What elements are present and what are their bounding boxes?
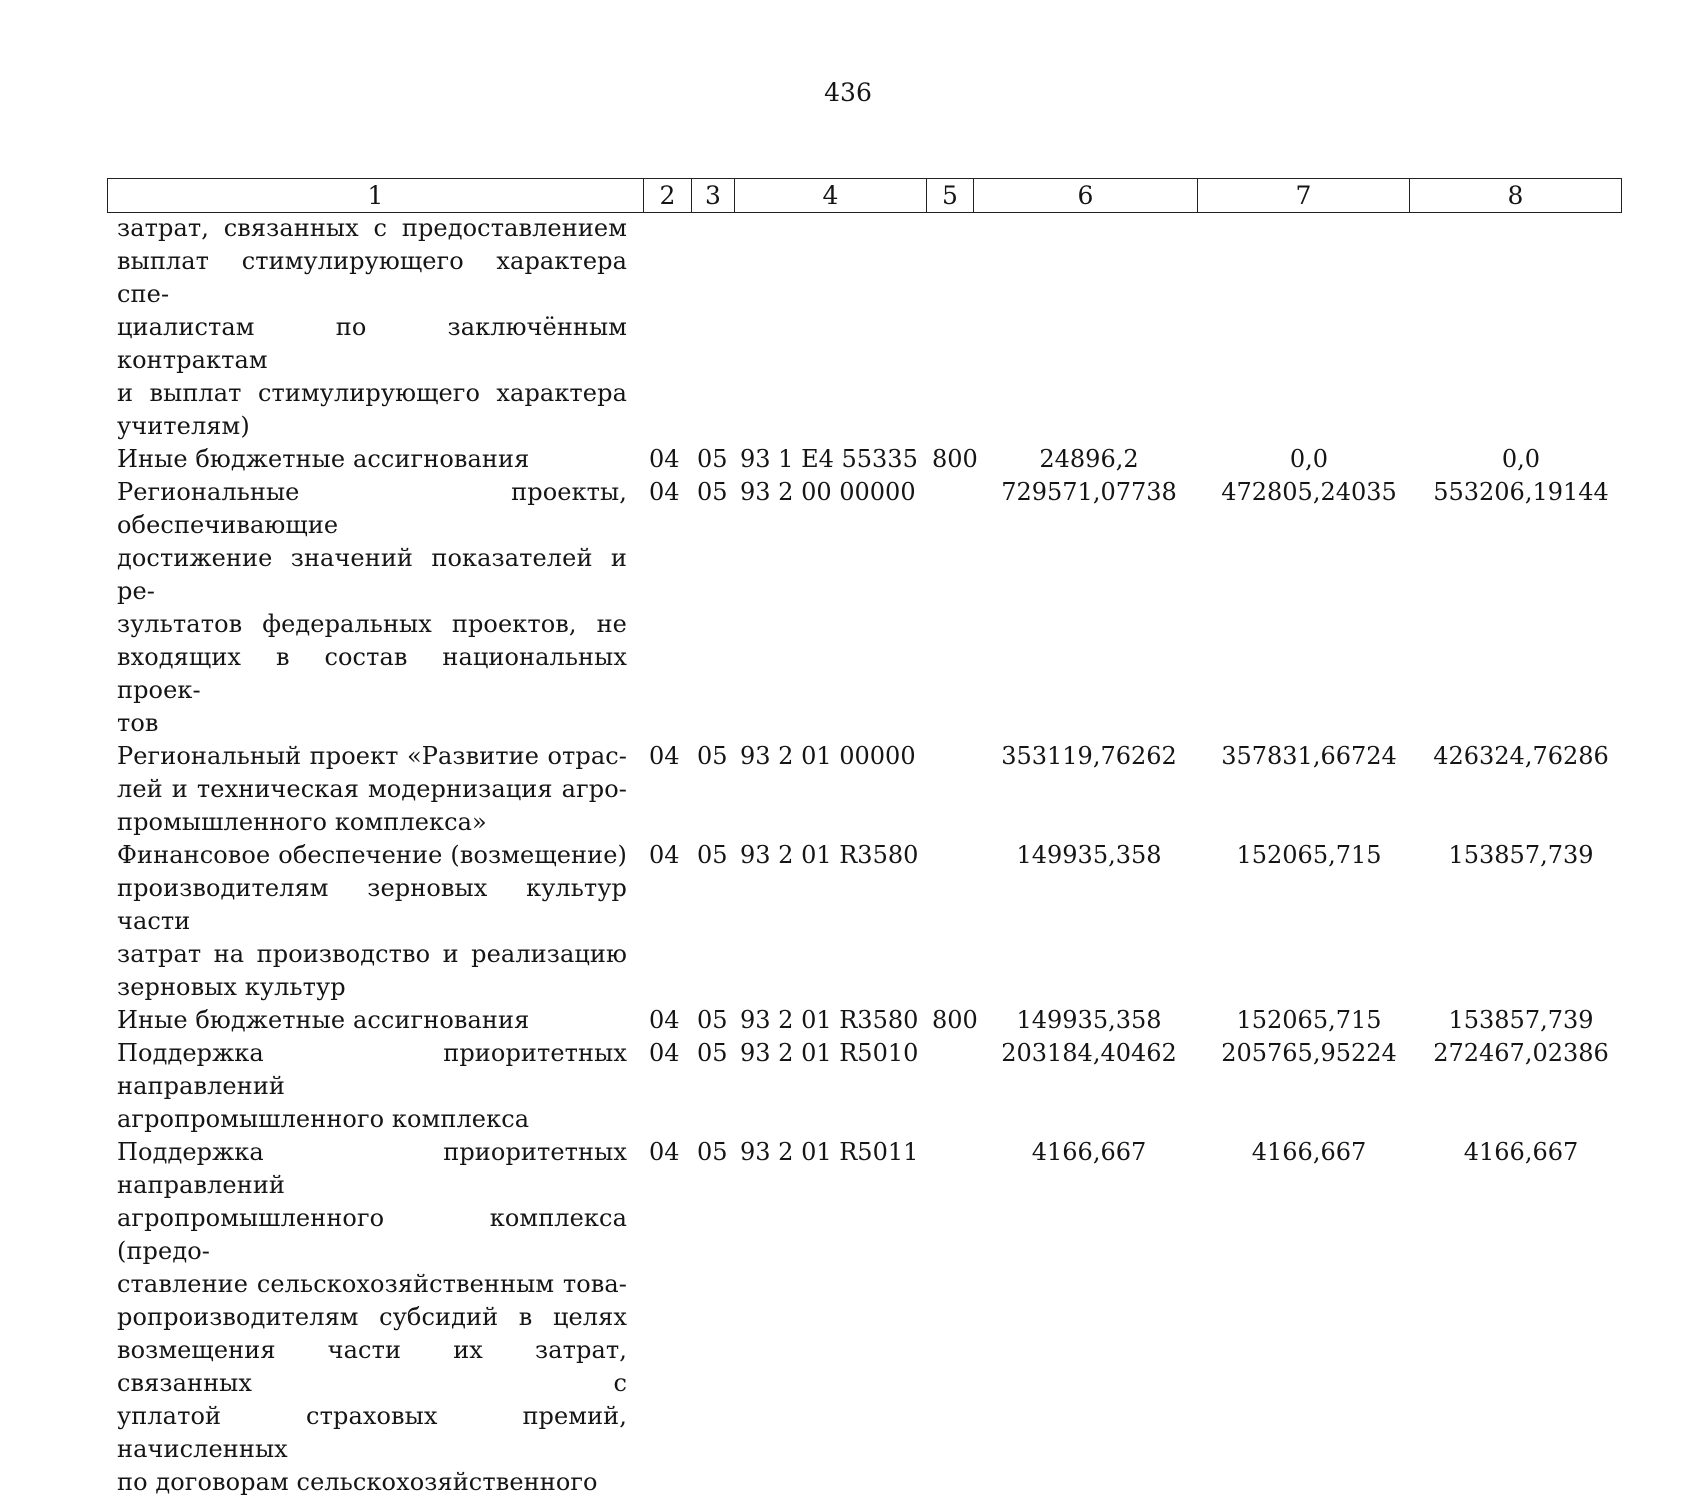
column-number-8: 8	[1410, 179, 1622, 213]
description-line: Региональный проект «Развитие отрас-	[117, 742, 627, 770]
description-line: ропроизводителям субсидий в целях	[117, 1303, 627, 1331]
target-article-code: 93 2 01 R3580	[740, 841, 919, 869]
amount-year-2: 0,0	[1289, 445, 1329, 473]
target-article-code: 93 2 01 00000	[740, 742, 916, 770]
description-line: ставление сельскохозяйственным това-	[117, 1270, 627, 1298]
subsection-code: 05	[697, 841, 728, 869]
description-line: возмещения части их затрат, связанных с	[117, 1336, 627, 1397]
amount-year-3: 272467,02386	[1433, 1039, 1609, 1067]
amount-year-3: 426324,76286	[1433, 742, 1609, 770]
column-number-3: 3	[692, 179, 735, 213]
amount-year-3: 153857,739	[1448, 841, 1594, 869]
expense-type-code: 800	[932, 445, 978, 473]
description-line: выплат стимулирующего характера спе-	[117, 247, 627, 308]
amount-year-1: 353119,76262	[1001, 742, 1177, 770]
amount-year-1: 4166,667	[1031, 1138, 1147, 1166]
amount-year-1: 149935,358	[1016, 1006, 1162, 1034]
column-number-4: 4	[735, 179, 927, 213]
description-line: зерновых культур	[117, 973, 346, 1001]
description-line: Иные бюджетные ассигнования	[117, 1006, 530, 1034]
description-line: входящих в состав национальных проек-	[117, 643, 627, 704]
description-line: Финансовое обеспечение (возмещение)	[117, 841, 627, 869]
description-line: зультатов федеральных проектов, не	[117, 610, 627, 638]
description-line: Поддержка приоритетных направлений	[117, 1138, 627, 1199]
section-code: 04	[649, 478, 680, 506]
description-line: Иные бюджетные ассигнования	[117, 445, 530, 473]
description-line: затрат на производство и реализацию	[117, 940, 627, 968]
amount-year-3: 553206,19144	[1433, 478, 1609, 506]
row-description	[117, 476, 627, 740]
target-article-code: 93 1 E4 55335	[740, 445, 918, 473]
amount-year-1: 729571,07738	[1001, 478, 1177, 506]
target-article-code: 93 2 01 R5011	[740, 1138, 919, 1166]
section-code: 04	[649, 742, 680, 770]
column-number-1: 1	[108, 179, 644, 213]
amount-year-3: 4166,667	[1463, 1138, 1579, 1166]
row-description	[117, 443, 627, 476]
amount-year-2: 152065,715	[1236, 1006, 1382, 1034]
section-code: 04	[649, 1006, 680, 1034]
description-line: промышленного комплекса»	[117, 808, 487, 836]
section-code: 04	[649, 1138, 680, 1166]
description-line: затрат, связанных с предоставлением	[117, 214, 627, 242]
amount-year-2: 152065,715	[1236, 841, 1382, 869]
subsection-code: 05	[697, 445, 728, 473]
table-row	[117, 1136, 1609, 1499]
description-line: производителям зерновых культур части	[117, 874, 627, 935]
column-number-7: 7	[1198, 179, 1410, 213]
section-code: 04	[649, 1039, 680, 1067]
target-article-code: 93 2 00 00000	[740, 478, 916, 506]
subsection-code: 05	[697, 1138, 728, 1166]
amount-year-2: 357831,66724	[1221, 742, 1397, 770]
amount-year-2: 472805,24035	[1221, 478, 1397, 506]
row-description	[117, 212, 627, 443]
amount-year-3: 0,0	[1501, 445, 1541, 473]
table-row	[117, 1037, 1609, 1136]
section-code: 04	[649, 445, 680, 473]
description-line: по договорам сельскохозяйственного	[117, 1468, 598, 1496]
subsection-code: 05	[697, 742, 728, 770]
table-row	[117, 476, 1609, 740]
description-line: тов	[117, 709, 159, 737]
expense-type-code: 800	[932, 1006, 978, 1034]
subsection-code: 05	[697, 1039, 728, 1067]
amount-year-2: 4166,667	[1251, 1138, 1367, 1166]
description-line: Региональные проекты, обеспечивающие	[117, 478, 627, 539]
table-row	[117, 1004, 1609, 1037]
column-number-2: 2	[644, 179, 692, 213]
column-header-row	[108, 179, 1622, 213]
amount-year-1: 24896,2	[1039, 445, 1139, 473]
target-article-code: 93 2 01 R5010	[740, 1039, 919, 1067]
budget-table-body	[117, 212, 1609, 1499]
column-header-table	[107, 178, 1622, 213]
table-row	[117, 839, 1609, 1004]
description-line: агропромышленного комплекса	[117, 1105, 530, 1133]
table-row	[117, 212, 1609, 443]
amount-year-2: 205765,95224	[1221, 1039, 1397, 1067]
amount-year-3: 153857,739	[1448, 1006, 1594, 1034]
description-line: достижение значений показателей и ре-	[117, 544, 627, 605]
table-row	[117, 740, 1609, 839]
description-line: уплатой страховых премий, начисленных	[117, 1402, 627, 1463]
row-description	[117, 1004, 627, 1037]
target-article-code: 93 2 01 R3580	[740, 1006, 919, 1034]
column-number-6: 6	[974, 179, 1198, 213]
description-line: циалистам по заключённым контрактам	[117, 313, 627, 374]
page-number: 436	[824, 78, 872, 107]
subsection-code: 05	[697, 1006, 728, 1034]
row-description	[117, 839, 627, 1004]
amount-year-1: 149935,358	[1016, 841, 1162, 869]
description-line: агропромышленного комплекса (предо-	[117, 1204, 627, 1265]
table-row	[117, 443, 1609, 476]
row-description	[117, 1037, 627, 1136]
section-code: 04	[649, 841, 680, 869]
description-line: лей и техническая модернизация агро-	[117, 775, 627, 803]
amount-year-1: 203184,40462	[1001, 1039, 1177, 1067]
description-line: и выплат стимулирующего характера	[117, 379, 627, 407]
description-line: учителям)	[117, 412, 250, 440]
subsection-code: 05	[697, 478, 728, 506]
description-line: Поддержка приоритетных направлений	[117, 1039, 627, 1100]
column-number-5: 5	[927, 179, 974, 213]
row-description	[117, 1136, 627, 1499]
row-description	[117, 740, 627, 839]
